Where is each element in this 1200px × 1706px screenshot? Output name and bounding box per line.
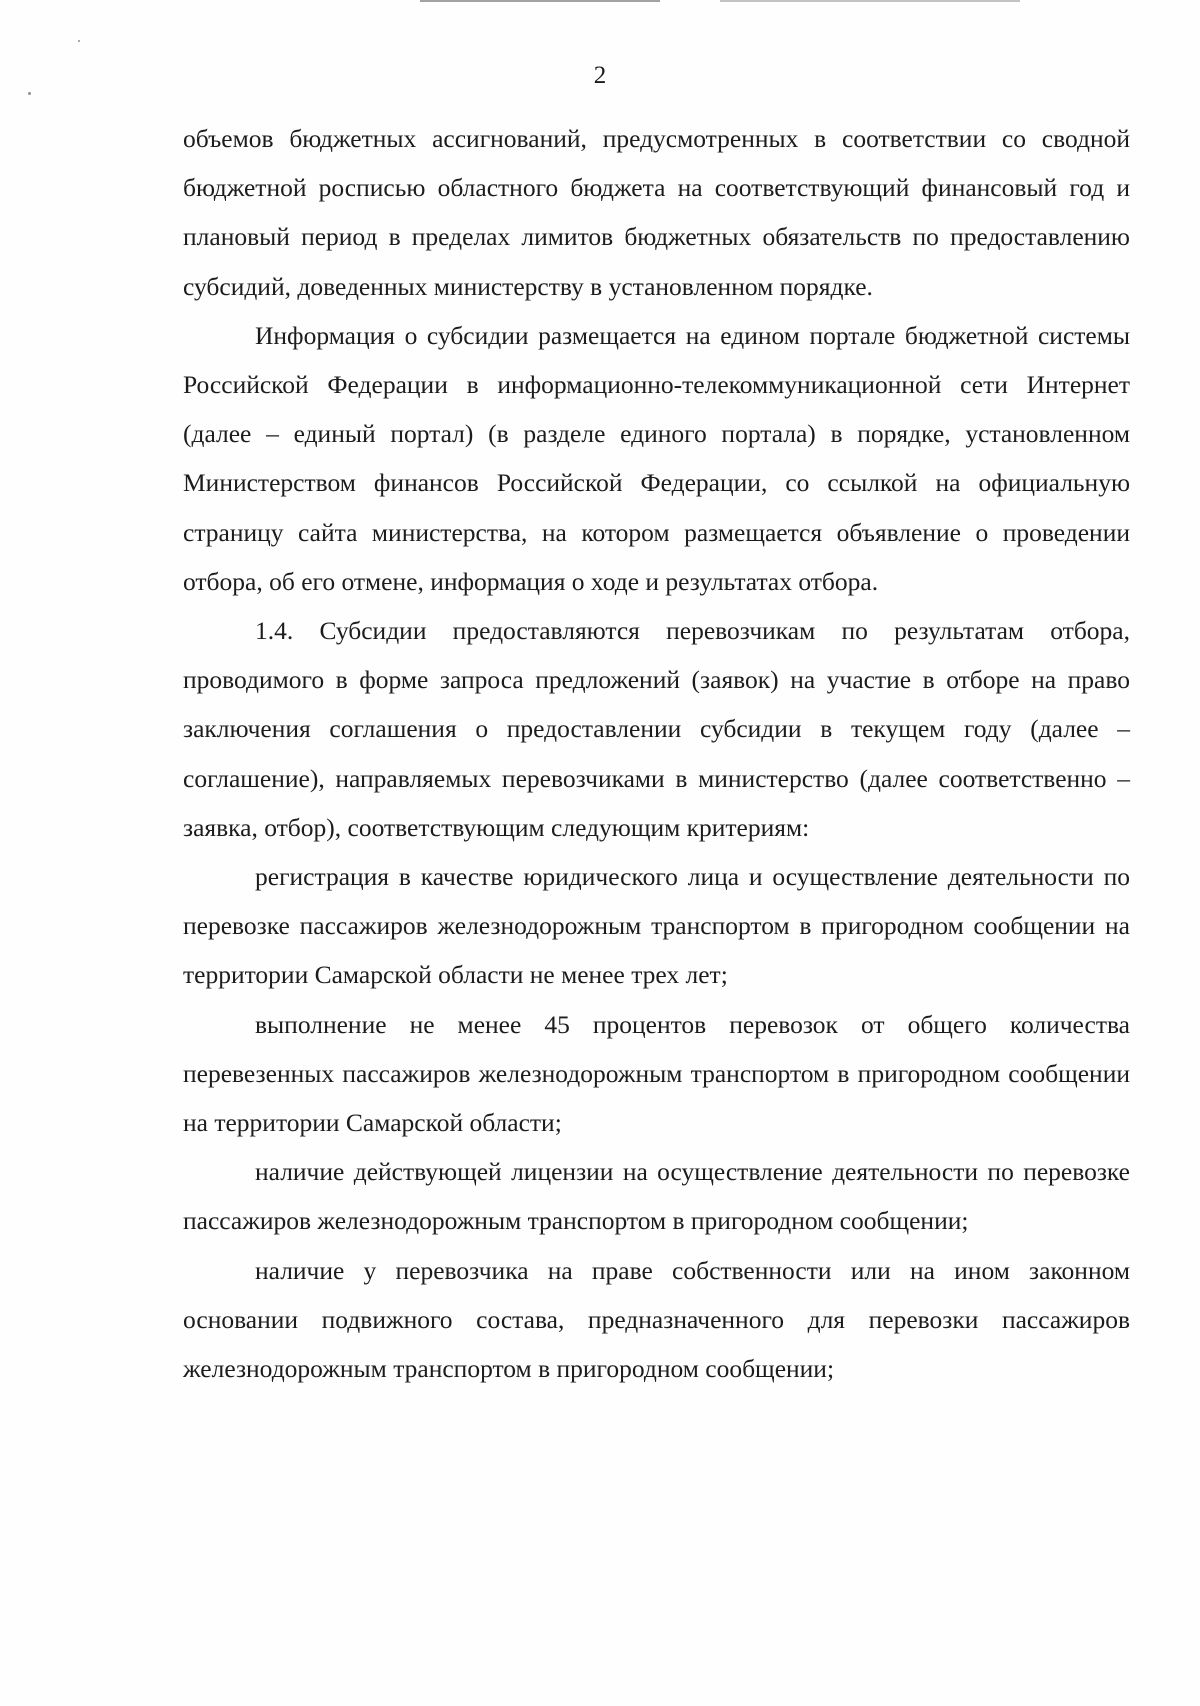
scan-edge-mark — [720, 0, 1020, 2]
scan-edge-mark — [420, 0, 660, 2]
paragraph: 1.4. Субсидии предоставляются перевозчикам по результатам отбора, проводимого в форме запроса предложений (заявок) на участие в отборе на право заключения соглашения о предоставлении субсидии в текущем году (далее – соглашение), направляемых перевозчиками в министерство (далее соответственно – заявка, отбор), соответствующим следующим критериям: — [183, 616, 1130, 842]
paragraph: выполнение не менее 45 процентов перевозок от общего количества перевезенных пассажиров железнодорожным транспортом в пригородном сообщении на территории Самарской области; — [183, 1009, 1130, 1138]
paragraph: Информация о субсидии размещается на едином портале бюджетной системы Российской Федерации в информационно-телекоммуникационной сети Интернет (далее – единый портал) (в разделе единого портала) в порядке, установленном Министерством финансов Российской Федерации, со ссылкой на официальную страницу сайта министерства, на котором размещается объявление о проведении отбора, об его отмене, информация о ходе и результатах отбора. — [183, 320, 1130, 596]
scan-speck — [28, 92, 31, 95]
paragraph: регистрация в качестве юридического лица и осуществление деятельности по перевозке пассажиров железнодорожным транспортом в пригородном сообщении на территории Самарской области не менее трех лет; — [183, 862, 1130, 990]
paragraph: объемов бюджетных ассигнований, предусмотренных в соответствии со сводной бюджетной росписью областного бюджета на соответствующий финансовый год и плановый период в пределах лимитов бюджетных обязательств по предоставлению субсидий, доведенных министерству в установленном порядке. — [183, 124, 1130, 301]
paragraph: наличие у перевозчика на праве собственности или на ином законном основании подвижного состава, предназначенного для перевозки пассажиров железнодорожным транспортом в пригородном сообщении; — [183, 1255, 1130, 1384]
paragraph: наличие действующей лицензии на осуществление деятельности по перевозке пассажиров железнодорожным транспортом в пригородном сообщении; — [183, 1157, 1130, 1236]
page-number: 2 — [593, 62, 607, 89]
scan-speck — [78, 40, 80, 42]
document-body — [183, 114, 1130, 1393]
